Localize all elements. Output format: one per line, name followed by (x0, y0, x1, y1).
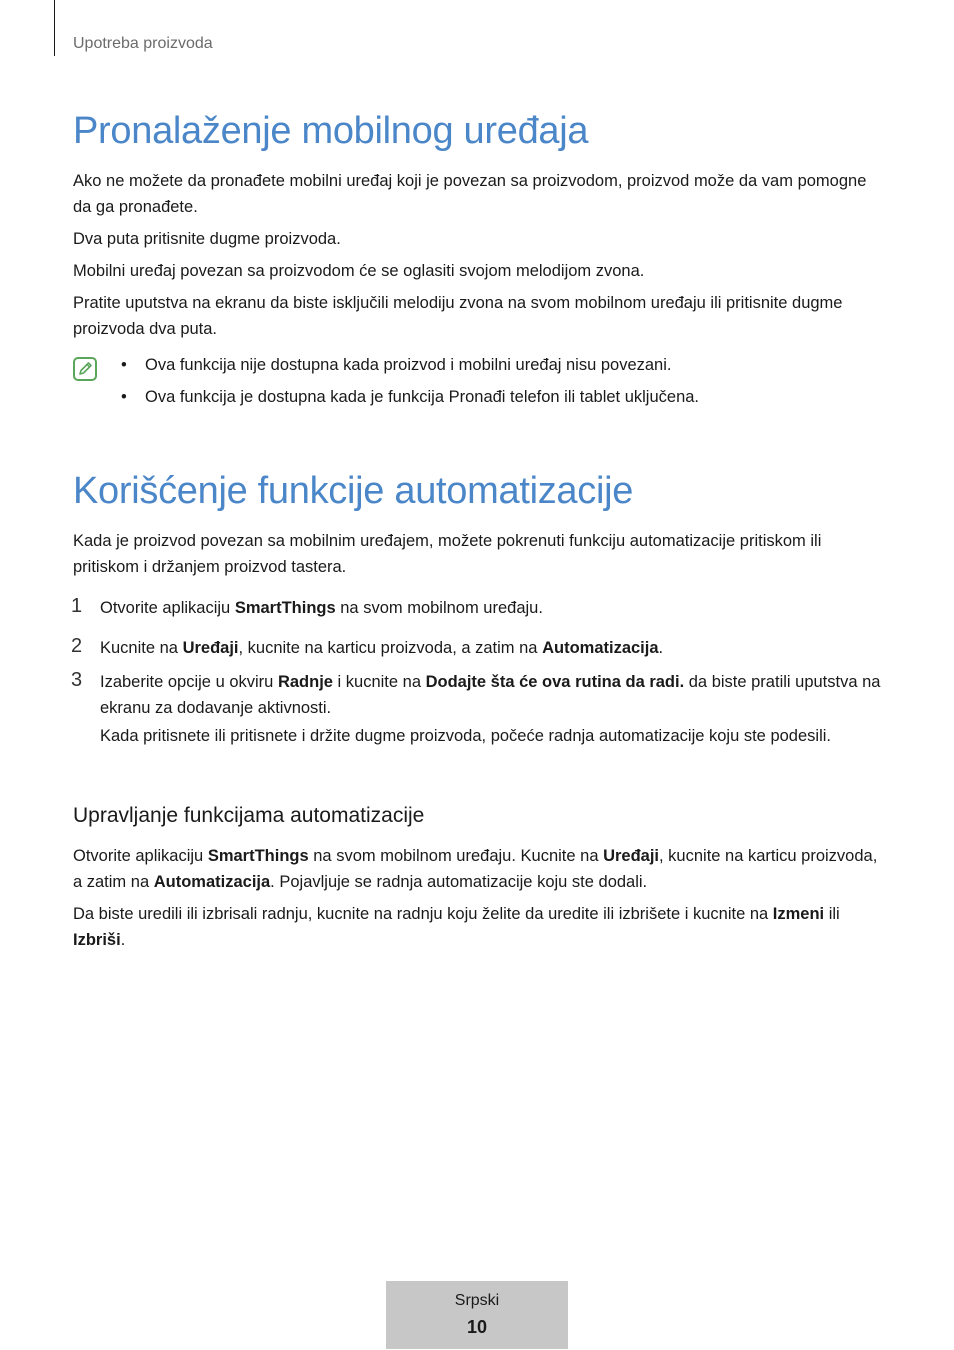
bullet-dot: • (121, 388, 127, 406)
running-header: Upotreba proizvoda (73, 35, 213, 52)
subsection-title: Upravljanje funkcijama automatizacije (73, 804, 425, 827)
footer-language: Srpski (454, 1292, 500, 1309)
paragraph: Da biste uredili ili izbrisali radnju, kucnite na radnju koju želite da uredite ili izbrišete i kucnite na Izmeni ili Izbriši. (73, 905, 840, 949)
paragraph: Mobilni uređaj povezan sa proizvodom će se oglasiti svojom melodijom zvona. (73, 262, 645, 280)
section-title-automation: Korišćenje funkcije automatizacije (73, 470, 634, 512)
step-item: 2 Kucnite na Uređaji, kucnite na karticu proizvoda, a zatim na Automatizacija. (71, 635, 664, 657)
paragraph: Otvorite aplikaciju SmartThings na svom mobilnom uređaju. Kucnite na Uređaji, kucnite na karticu proizvoda, a zatim na Automatizacija. Pojavljuje se radnja automatizacije koju ste dodali. (73, 847, 878, 891)
page-number: 10 (466, 1317, 488, 1337)
paragraph: Ako ne možete da pronađete mobilni uređaj koji je povezan sa proizvodom, proizvod može da vam pomogne da ga pronađete. (73, 172, 867, 216)
step-extra-text: Kada pritisnete ili pritisnete i držite dugme proizvoda, počeće radnja automatizacije koju ste podesili. (100, 727, 831, 745)
step-number: 2 (71, 635, 83, 657)
page-footer (386, 1281, 568, 1349)
paragraph: Kada je proizvod povezan sa mobilnim uređajem, možete pokrenuti funkciju automatizacije pritiskom ili pritiskom i držanjem proizvod tastera. (73, 532, 822, 576)
step-number: 1 (71, 595, 83, 617)
paragraph: Pratite uputstva na ekranu da biste isključili melodiju zvona na svom mobilnom uređaju ili pritisnite dugme proizvoda dva puta. (73, 294, 843, 338)
header-rule (54, 0, 55, 56)
paragraph: Dva puta pritisnite dugme proizvoda. (73, 230, 341, 248)
bullet-dot: • (121, 356, 127, 374)
step-number: 3 (71, 669, 83, 691)
note-pencil-icon (73, 357, 97, 381)
step-item: 3 Izaberite opcije u okviru Radnje i kucnite na Dodajte šta će ova rutina da radi. da biste pratili uputstva na ekranu za dodavanje aktivnosti. Kada pritisnete ili pritisnete i držite dugme proizvoda, počeće radnja automatizacije koju ste podesili. (73, 669, 888, 749)
step-item: 1 Otvorite aplikaciju SmartThings na svom mobilnom uređaju. (71, 595, 543, 617)
section-title-find-device: Pronalaženje mobilnog uređaja (73, 110, 589, 152)
